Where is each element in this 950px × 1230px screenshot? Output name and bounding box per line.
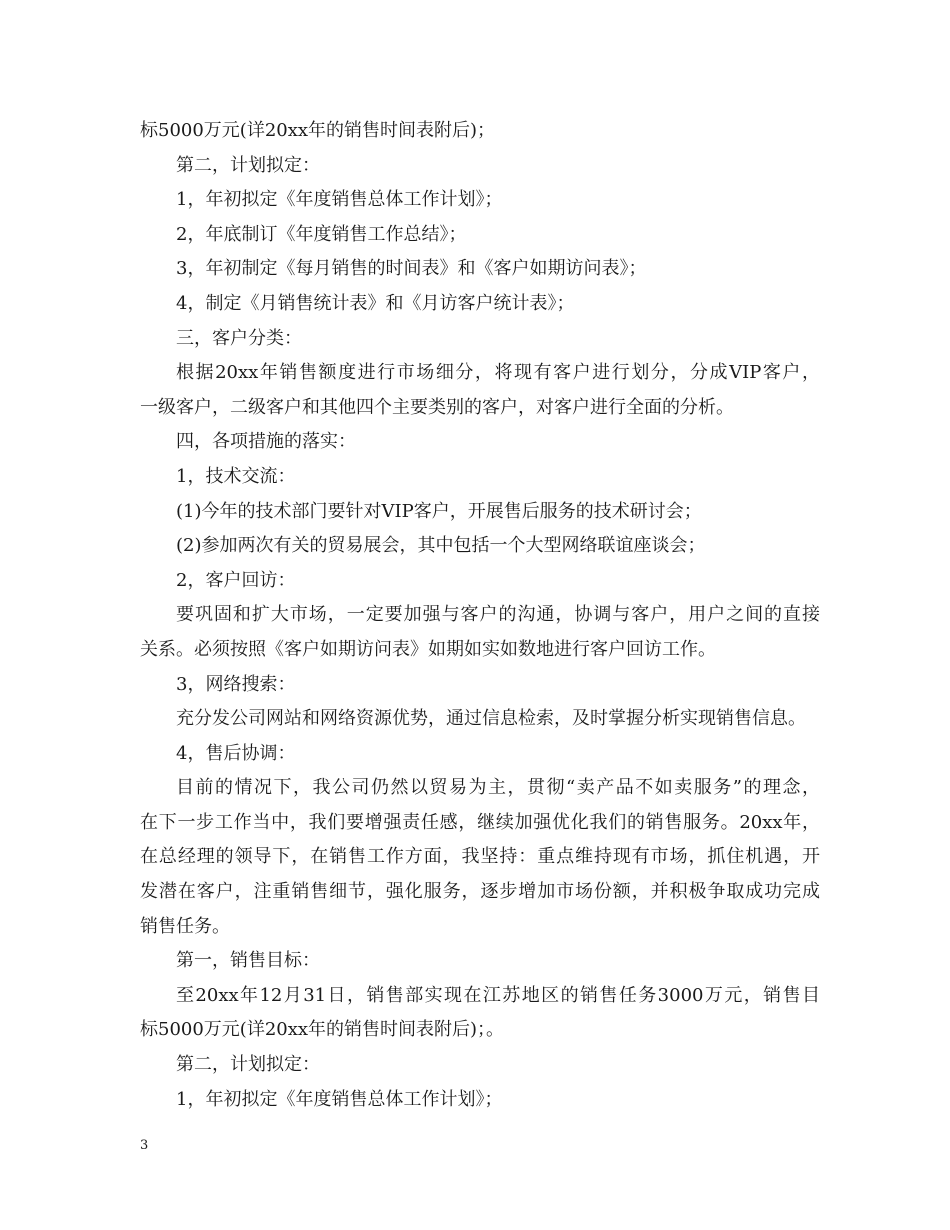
text-line: (1)今年的技术部门要针对VIP客户，开展售后服务的技术研讨会； bbox=[176, 500, 702, 522]
text-line: 在总经理的领导下，在销售工作方面，我坚持：重点维持现有市场，抓住机遇，开 bbox=[140, 846, 820, 868]
text-line: 2，年底制订《年度销售工作总结》； bbox=[176, 223, 467, 245]
text-line: 要巩固和扩大市场，一定要加强与客户的沟通，协调与客户，用户之间的直接 bbox=[176, 604, 820, 626]
text-line: (2)参加两次有关的贸易展会，其中包括一个大型网络联谊座谈会； bbox=[176, 535, 706, 557]
document-body bbox=[140, 114, 820, 1117]
text-line: 一级客户，二级客户和其他四个主要类别的客户，对客户进行全面的分析。 bbox=[140, 396, 734, 418]
text-line: 4，售后协调： bbox=[176, 742, 296, 764]
text-line: 标5000万元(详20xx年的销售时间表附后)； bbox=[140, 120, 496, 141]
text-line: 第二，计划拟定： bbox=[176, 154, 320, 176]
text-line: 四，各项措施的落实： bbox=[176, 431, 356, 453]
text-line: 1，技术交流： bbox=[176, 465, 296, 487]
text-line: 目前的情况下，我公司仍然以贸易为主，贯彻“卖产品不如卖服务”的理念， bbox=[176, 777, 820, 799]
text-line: 1，年初拟定《年度销售总体工作计划》； bbox=[176, 1088, 503, 1110]
text-line: 标5000万元(详20xx年的销售时间表附后)；。 bbox=[140, 1019, 505, 1041]
text-line: 第二，计划拟定： bbox=[176, 1054, 320, 1076]
text-line: 关系。必须按照《客户如期访问表》如期如实如数地进行客户回访工作。 bbox=[140, 638, 716, 660]
text-line: 在下一步工作当中，我们要增强责任感，继续加强优化我们的销售服务。20xx年， bbox=[140, 811, 820, 833]
text-line: 第一，销售目标： bbox=[176, 950, 320, 972]
text-line: 3，网络搜索： bbox=[176, 673, 296, 695]
text-line: 发潜在客户，注重销售细节，强化服务，逐步增加市场份额，并积极争取成功完成 bbox=[140, 881, 820, 903]
text-line: 至20xx年12月31日，销售部实现在江苏地区的销售任务3000万元，销售目 bbox=[176, 984, 820, 1006]
text-line: 4，制定《月销售统计表》和《月访客户统计表》； bbox=[176, 292, 575, 314]
text-line: 三，客户分类： bbox=[176, 327, 302, 349]
text-line: 充分发公司网站和网络资源优势，通过信息检索，及时掌握分析实现销售信息。 bbox=[176, 708, 806, 730]
text-line: 3，年初制定《每月销售的时间表》和《客户如期访问表》； bbox=[176, 258, 647, 280]
text-line: 根据20xx年销售额度进行市场细分，将现有客户进行划分，分成VIP客户， bbox=[176, 362, 820, 384]
page-number: 3 bbox=[140, 1138, 149, 1153]
text-line: 销售任务。 bbox=[140, 915, 230, 937]
text-line: 1，年初拟定《年度销售总体工作计划》； bbox=[176, 189, 503, 211]
text-line: 2，客户回访： bbox=[176, 569, 296, 591]
